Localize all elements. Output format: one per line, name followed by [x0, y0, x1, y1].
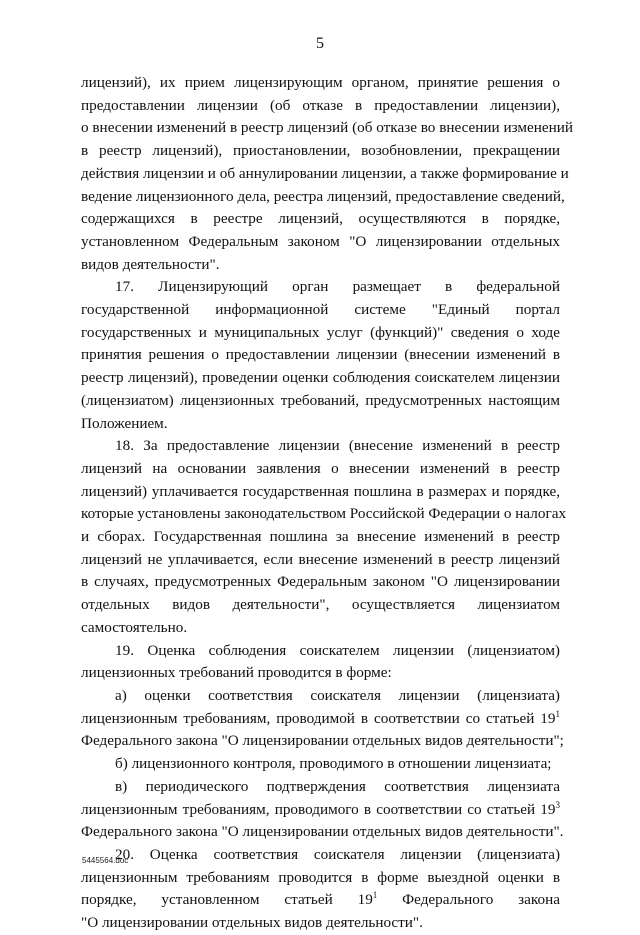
- text-line: б) лицензионного контроля, проводимого в отношении лицензиата;: [115, 755, 552, 773]
- paragraph-19c: [81, 776, 564, 844]
- paragraph-19a: [81, 685, 564, 753]
- text-line: установленном Федеральным законом "О лицензировании отдельных: [81, 232, 560, 250]
- text-line: 20. Оценка соответствия соискателя лицензии (лицензиата): [115, 845, 560, 863]
- footer-filename: 5445564.doc: [82, 856, 129, 865]
- text-line: Федерального закона "О лицензировании отдельных видов деятельности";: [81, 732, 564, 750]
- text-line: 17. Лицензирующий орган размещает в федеральной: [115, 278, 560, 296]
- text-line: (лицензиатом) лицензионных требований, предусмотренных настоящим: [81, 391, 560, 409]
- text-line: государственных и муниципальных услуг (функций)" сведения о ходе: [81, 323, 560, 341]
- text-line: лицензий не уплачивается, если внесение изменений в реестр лицензий: [81, 550, 560, 568]
- text-line: ведение лицензионного дела, реестра лицензий, предоставление сведений,: [81, 187, 565, 205]
- text-line: реестр лицензий), проведении оценки соблюдения соискателем лицензии: [81, 369, 560, 387]
- text-line: принятия решения о предоставлении лицензии (внесении изменений в: [81, 346, 560, 364]
- text-line: отдельных видов деятельности", осуществляется лицензиатом: [81, 596, 560, 614]
- text-line: порядке, установленном статьей $19^1$ Федерального закона: [81, 890, 560, 909]
- text-line: лицензий на основании заявления о внесении изменений в реестр: [81, 459, 560, 477]
- text-line: о внесении изменений в реестр лицензий (об отказе во внесении изменений: [81, 119, 573, 137]
- text-line: лицензий) уплачивается государственная пошлина в размерах и порядке,: [81, 482, 560, 500]
- text-line: действия лицензии и об аннулировании лицензии, а также формирование и: [81, 164, 569, 182]
- text-line: лицензий), их прием лицензирующим органом, принятие решения о: [81, 74, 560, 91]
- text-line: 18. За предоставление лицензии (внесение изменений в реестр: [115, 437, 560, 455]
- text-line: Федерального закона "О лицензировании отдельных видов деятельности".: [81, 823, 564, 841]
- text-line: предоставлении лицензии (об отказе в предоставлении лицензии),: [81, 96, 560, 114]
- text-line: лицензионным требованиям, проводимой в соответствии со статьей $19^1$: [81, 708, 560, 727]
- text-line: государственной информационной системе "Единый портал: [81, 301, 560, 319]
- footnote-superscript: 1: [555, 708, 560, 719]
- text-line: в) периодического подтверждения соответствия лицензиата: [115, 777, 560, 795]
- text-line: видов деятельности".: [81, 255, 220, 273]
- paragraph-19: [81, 640, 560, 685]
- text-line: содержащихся в реестре лицензий, осуществляются в порядке,: [81, 210, 560, 228]
- paragraph-continuation: [81, 72, 573, 276]
- paragraph-20: [81, 844, 560, 935]
- text-line: а) оценки соответствия соискателя лицензии (лицензиата): [115, 686, 560, 704]
- text-line: 19. Оценка соблюдения соискателем лицензии (лицензиатом): [115, 641, 560, 659]
- paragraph-17: [81, 276, 560, 435]
- text-line: лицензионных требований проводится в форме:: [81, 664, 392, 682]
- footnote-superscript: 3: [555, 799, 560, 810]
- footnote-superscript: 1: [372, 890, 378, 901]
- text-line: в реестр лицензий), приостановлении, возобновлении, прекращении: [81, 142, 560, 160]
- text-line: Положением.: [81, 414, 168, 432]
- paragraph-19b: [81, 753, 560, 776]
- page-number: 5: [316, 35, 324, 52]
- text-line: лицензионным требованиям, проводимого в соответствии со статьей $19^3$: [81, 799, 560, 818]
- text-line: которые установлены законодательством Российской Федерации о налогах: [81, 505, 567, 523]
- text-line: лицензионным требованиям проводится в форме выездной оценки в: [81, 868, 560, 886]
- document-body: [81, 72, 573, 935]
- paragraph-18: [81, 435, 567, 639]
- text-line: самостоятельно.: [81, 618, 188, 636]
- text-line: "О лицензировании отдельных видов деятельности".: [81, 914, 423, 932]
- text-line: и сборах. Государственная пошлина за внесение изменений в реестр: [81, 528, 560, 546]
- text-line: в случаях, предусмотренных Федеральным законом "О лицензировании: [81, 573, 560, 591]
